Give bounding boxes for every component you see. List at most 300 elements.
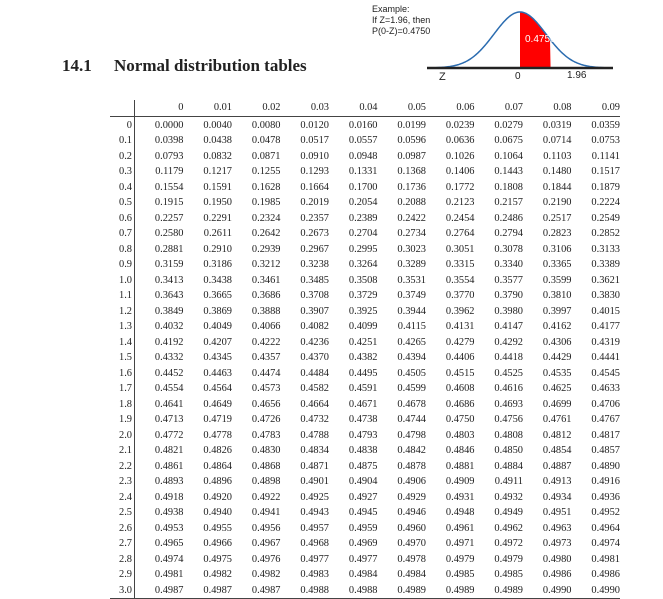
probability-cell: 0.4896 [203,476,232,488]
probability-cell: 0.3508 [348,274,378,286]
probability-cell: 0.1406 [445,166,475,178]
probability-cell: 0.4830 [251,445,281,457]
probability-cell: 0.4964 [591,522,620,534]
table-row [110,319,620,335]
probability-cell: 0.4968 [300,538,329,550]
z-value-cell: 0.1 [110,133,135,149]
z-value-cell: 0.2 [110,149,135,165]
probability-cell: 0.3264 [348,259,378,271]
probability-cell: 0.4706 [591,398,620,410]
probability-cell: 0.4265 [397,336,426,348]
probability-cell: 0.4713 [154,414,184,426]
probability-cell: 0.0160 [348,119,378,131]
probability-cell: 0.4429 [542,352,572,364]
probability-cell: 0.4925 [300,491,329,503]
probability-cell: 0.4934 [542,491,572,503]
probability-cell: 0.4875 [348,460,378,472]
table-row [110,536,620,552]
probability-cell: 0.3599 [542,274,572,286]
z-value-cell: 1.4 [110,335,135,351]
probability-cell: 0.2704 [348,228,378,240]
probability-cell: 0.2967 [300,243,329,255]
probability-cell: 0.2549 [591,212,620,224]
table-row [110,180,620,196]
probability-cell: 0.3485 [300,274,329,286]
probability-cell: 0.2088 [397,197,426,209]
probability-cell: 0.0319 [542,119,572,131]
z-value-cell: 2.6 [110,521,135,537]
probability-cell: 0.4936 [591,491,620,503]
probability-cell: 0.4982 [251,569,281,581]
probability-cell: 0.4726 [251,414,281,426]
probability-cell: 0.0636 [445,135,475,147]
probability-cell: 0.4834 [300,445,329,457]
probability-cell: 0.3023 [397,243,426,255]
probability-cell: 0.3212 [251,259,281,271]
probability-cell: 0.2486 [494,212,523,224]
probability-cell: 0.4279 [445,336,475,348]
probability-cell: 0.0239 [445,119,475,131]
probability-cell: 0.4207 [203,336,232,348]
probability-cell: 0.3238 [300,259,329,271]
probability-cell: 0.4985 [494,569,523,581]
probability-cell: 0.4982 [203,569,232,581]
probability-cell: 0.4192 [154,336,184,348]
probability-cell: 0.4989 [475,583,524,599]
probability-cell: 0.4719 [203,414,232,426]
table-row [110,397,620,413]
probability-cell: 0.1179 [155,166,184,178]
table-row [110,552,620,568]
probability-cell: 0.3907 [300,305,329,317]
probability-cell: 0.0557 [348,135,378,147]
probability-cell: 0.4066 [251,321,281,333]
probability-cell: 0.1879 [591,181,620,193]
probability-cell: 0.4474 [251,367,281,379]
zero-label: 0 [515,71,521,80]
z-value-cell: 1.0 [110,273,135,289]
probability-cell: 0.4573 [251,383,281,395]
probability-cell: 0.0080 [251,119,281,131]
probability-cell: 0.4929 [397,491,426,503]
probability-cell: 0.4979 [445,553,475,565]
probability-cell: 0.3531 [397,274,426,286]
probability-cell: 0.4850 [494,445,523,457]
probability-cell: 0.4772 [154,429,184,441]
probability-cell: 0.3577 [494,274,523,286]
probability-cell: 0.0753 [591,135,620,147]
z-value-cell: 2.1 [110,443,135,459]
probability-cell: 0.2054 [348,197,378,209]
probability-cell: 0.4871 [300,460,329,472]
probability-cell: 0.4943 [300,507,329,519]
probability-cell: 0.4956 [251,522,281,534]
probability-cell: 0.3849 [154,305,184,317]
probability-cell: 0.0832 [203,150,232,162]
probability-cell: 0.4664 [300,398,329,410]
probability-cell: 0.0793 [154,150,184,162]
probability-cell: 0.4756 [494,414,523,426]
probability-cell: 0.4922 [251,491,281,503]
probability-cell: 0.2794 [494,228,523,240]
probability-cell: 0.4985 [445,569,475,581]
probability-cell: 0.3438 [203,274,232,286]
probability-cell: 0.4463 [203,367,232,379]
probability-cell: 0.4988 [281,583,330,599]
z-value-cell: 1.7 [110,381,135,397]
z-value-cell: 1.5 [110,350,135,366]
probability-cell: 0.4049 [203,321,232,333]
probability-cell: 0.1808 [494,181,523,193]
probability-cell: 0.4890 [591,460,620,472]
probability-cell: 0.4974 [591,538,620,550]
table-row [110,381,620,397]
probability-cell: 0.4966 [203,538,232,550]
probability-cell: 0.4972 [494,538,523,550]
probability-cell: 0.2517 [542,212,572,224]
probability-cell: 0.4967 [251,538,281,550]
table-row [110,428,620,444]
table-row [110,350,620,366]
probability-cell: 0.4370 [300,352,329,364]
probability-cell: 0.4971 [445,538,475,550]
probability-cell: 0.1064 [494,150,523,162]
probability-cell: 0.1700 [348,181,378,193]
probability-cell: 0.3315 [445,259,475,271]
probability-cell: 0.1554 [154,181,184,193]
probability-cell: 0.4962 [494,522,523,534]
probability-cell: 0.2673 [300,228,329,240]
probability-cell: 0.4732 [300,414,329,426]
probability-cell: 0.1217 [203,166,232,178]
table-row [110,567,620,583]
probability-cell: 0.4131 [445,321,475,333]
probability-cell: 0.4949 [494,507,523,519]
probability-cell: 0.4525 [494,367,523,379]
probability-cell: 0.4961 [445,522,475,534]
probability-cell: 0.4878 [397,460,426,472]
probability-cell: 0.4484 [300,367,329,379]
column-header: 0.02 [232,100,281,116]
z-value-cell: 0.4 [110,180,135,196]
probability-cell: 0.3665 [203,290,232,302]
probability-cell: 0.2734 [397,228,426,240]
probability-cell: 0.4817 [591,429,620,441]
probability-cell: 0.0948 [348,150,378,162]
z-value-cell: 0 [110,116,135,133]
z-value-cell: 0.3 [110,164,135,180]
probability-cell: 0.3643 [154,290,184,302]
probability-cell: 0.4931 [445,491,475,503]
probability-cell: 0.4957 [300,522,329,534]
table-row [110,505,620,521]
probability-cell: 0.4984 [397,569,426,581]
probability-cell: 0.1331 [348,166,378,178]
probability-cell: 0.0987 [397,150,426,162]
probability-cell: 0.3749 [397,290,426,302]
probability-cell: 0.4977 [348,553,378,565]
probability-cell: 0.1736 [397,181,426,193]
probability-cell: 0.3980 [494,305,523,317]
probability-cell: 0.2224 [591,197,620,209]
probability-cell: 0.3186 [203,259,232,271]
probability-cell: 0.4854 [542,445,572,457]
probability-cell: 0.4616 [494,383,523,395]
probability-cell: 0.3621 [591,274,620,286]
probability-cell: 0.4032 [154,321,184,333]
probability-cell: 0.4767 [591,414,620,426]
probability-cell: 0.4441 [591,352,620,364]
probability-cell: 0.4881 [445,460,475,472]
probability-cell: 0.4812 [542,429,572,441]
probability-cell: 0.4236 [300,336,329,348]
column-header: 0.01 [184,100,233,116]
probability-cell: 0.4918 [154,491,184,503]
column-header: 0.04 [329,100,378,116]
probability-cell: 0.4974 [154,553,184,565]
probability-cell: 0.2157 [494,197,523,209]
probability-cell: 0.4979 [494,553,523,565]
table-row [110,304,620,320]
table-row [110,242,620,258]
probability-cell: 0.4788 [300,429,329,441]
probability-cell: 0.4686 [445,398,475,410]
probability-cell: 0.2357 [300,212,329,224]
probability-cell: 0.3554 [445,274,475,286]
probability-cell: 0.4868 [251,460,281,472]
probability-cell: 0.4591 [348,383,378,395]
probability-cell: 0.2995 [348,243,378,255]
probability-cell: 0.4505 [397,367,426,379]
table-row [110,335,620,351]
probability-cell: 0.0517 [300,135,329,147]
probability-cell: 0.0714 [542,135,572,147]
table-row [110,164,620,180]
probability-cell: 0.1103 [543,150,572,162]
probability-cell: 0.4656 [251,398,281,410]
table-row [110,288,620,304]
probability-cell: 0.4977 [300,553,329,565]
probability-cell: 0.4911 [494,476,523,488]
table-row [110,116,620,133]
probability-cell: 0.0199 [397,119,426,131]
probability-cell: 0.1026 [445,150,475,162]
probability-cell: 0.2939 [251,243,281,255]
probability-cell: 0.4222 [251,336,281,348]
z-value-cell: 0.9 [110,257,135,273]
probability-cell: 0.4251 [348,336,378,348]
z-value-cell: 0.8 [110,242,135,258]
probability-cell: 0.4382 [348,352,378,364]
probability-cell: 0.4793 [348,429,378,441]
probability-cell: 0.4177 [591,321,620,333]
z-value-cell: 0.7 [110,226,135,242]
probability-cell: 0.0398 [154,135,184,147]
table-row [110,490,620,506]
probability-cell: 0.1772 [445,181,475,193]
probability-cell: 0.4941 [251,507,281,519]
probability-cell: 0.2910 [203,243,232,255]
z-value-cell: 1.1 [110,288,135,304]
probability-cell: 0.3790 [494,290,523,302]
probability-cell: 0.2580 [154,228,184,240]
probability-cell: 0.3869 [203,305,232,317]
section-heading [62,56,307,76]
probability-cell: 0.4803 [445,429,475,441]
probability-cell: 0.4633 [591,383,620,395]
probability-cell: 0.4608 [445,383,475,395]
probability-cell: 0.3729 [348,290,378,302]
probability-cell: 0.4948 [445,507,475,519]
probability-cell: 0.4981 [154,569,184,581]
probability-cell: 0.4986 [591,569,620,581]
probability-cell: 0.2257 [154,212,184,224]
probability-cell: 0.3810 [542,290,572,302]
z-value-cell: 2.3 [110,474,135,490]
probability-cell: 0.4980 [542,553,572,565]
probability-cell: 0.4864 [203,460,232,472]
probability-cell: 0.4951 [542,507,572,519]
probability-cell: 0.2642 [251,228,281,240]
probability-cell: 0.4887 [542,460,572,472]
column-header: 0.07 [475,100,524,116]
probability-cell: 0.0359 [591,119,620,131]
probability-cell: 0.3461 [251,274,281,286]
probability-cell: 0.4909 [445,476,475,488]
probability-cell: 0.3051 [445,243,475,255]
probability-cell: 0.4826 [203,445,232,457]
probability-cell: 0.2389 [348,212,378,224]
probability-cell: 0.4554 [154,383,184,395]
probability-cell: 0.0120 [300,119,329,131]
probability-cell: 0.4986 [542,569,572,581]
probability-cell: 0.3962 [445,305,475,317]
z-value-cell: 2.8 [110,552,135,568]
table-row [110,149,620,165]
probability-cell: 0.4678 [397,398,426,410]
z-value-cell: 2.4 [110,490,135,506]
probability-cell: 0.4099 [348,321,378,333]
probability-cell: 0.4495 [348,367,378,379]
table-row [110,583,620,599]
probability-cell: 0.4990 [572,583,621,599]
probability-cell: 0.2823 [542,228,572,240]
probability-cell: 0.4940 [203,507,232,519]
probability-cell: 0.4115 [397,321,426,333]
probability-cell: 0.1950 [203,197,232,209]
probability-cell: 0.3770 [445,290,475,302]
probability-cell: 0.4927 [348,491,378,503]
table-row [110,226,620,242]
probability-cell: 0.3289 [397,259,426,271]
probability-cell: 0.1844 [542,181,572,193]
probability-cell: 0.4978 [397,553,426,565]
probability-cell: 0.4846 [445,445,475,457]
probability-cell: 0.0279 [494,119,523,131]
probability-cell: 0.3888 [251,305,281,317]
probability-cell: 0.3340 [494,259,523,271]
probability-cell: 0.4418 [494,352,523,364]
probability-cell: 0.4162 [542,321,572,333]
probability-cell: 0.4857 [591,445,620,457]
probability-cell: 0.4904 [348,476,378,488]
probability-cell: 0.2123 [445,197,475,209]
probability-cell: 0.2019 [300,197,329,209]
probability-cell: 0.0910 [300,150,329,162]
probability-cell: 0.2190 [542,197,572,209]
probability-cell: 0.4990 [523,583,572,599]
probability-cell: 0.4983 [300,569,329,581]
probability-cell: 0.4945 [348,507,378,519]
probability-cell: 0.4750 [445,414,475,426]
probability-cell: 0.4649 [203,398,232,410]
probability-cell: 0.4973 [542,538,572,550]
probability-cell: 0.4545 [591,367,620,379]
probability-cell: 0.0596 [397,135,426,147]
table-row [110,133,620,149]
probability-cell: 0.1664 [300,181,329,193]
probability-cell: 0.0000 [154,119,184,131]
probability-cell: 0.1628 [251,181,281,193]
z-value-cell: 0.6 [110,211,135,227]
probability-cell: 0.3997 [542,305,572,317]
probability-cell: 0.4838 [348,445,378,457]
probability-cell: 0.4901 [300,476,329,488]
probability-cell: 0.4738 [348,414,378,426]
probability-cell: 0.4987 [184,583,233,599]
table-row [110,443,620,459]
probability-cell: 0.3708 [300,290,329,302]
table-row [110,521,620,537]
probability-cell: 0.1255 [251,166,281,178]
probability-cell: 0.4906 [397,476,426,488]
probability-cell: 0.4394 [397,352,426,364]
column-header: 0 [135,100,184,116]
probability-cell: 0.4932 [494,491,523,503]
probability-cell: 0.3159 [154,259,184,271]
column-header: 0.03 [281,100,330,116]
z-value-cell: 2.0 [110,428,135,444]
probability-cell: 0.4988 [329,583,378,599]
probability-cell: 0.1591 [203,181,232,193]
probability-cell: 0.4916 [591,476,620,488]
probability-cell: 0.4671 [348,398,378,410]
table-row [110,412,620,428]
probability-cell: 0.4292 [494,336,523,348]
probability-cell: 0.3078 [494,243,523,255]
probability-cell: 0.4535 [542,367,572,379]
section-title: Normal distribution tables [114,56,307,75]
z-value-cell: 2.2 [110,459,135,475]
probability-cell: 0.2422 [397,212,426,224]
probability-cell: 0.4306 [542,336,572,348]
probability-cell: 0.4884 [494,460,523,472]
probability-cell: 0.4599 [397,383,426,395]
probability-cell: 0.4963 [542,522,572,534]
z-value-cell: 1.2 [110,304,135,320]
column-header: 0.06 [426,100,475,116]
z-value-cell: 2.5 [110,505,135,521]
area-label: 0.4750 [525,34,556,45]
probability-cell: 0.3133 [591,243,620,255]
probability-cell: 0.4357 [251,352,281,364]
probability-cell: 0.4969 [348,538,378,550]
probability-cell: 0.3944 [397,305,426,317]
probability-cell: 0.4913 [542,476,572,488]
probability-cell: 0.4319 [591,336,620,348]
probability-cell: 0.1368 [397,166,426,178]
probability-cell: 0.2611 [203,228,232,240]
